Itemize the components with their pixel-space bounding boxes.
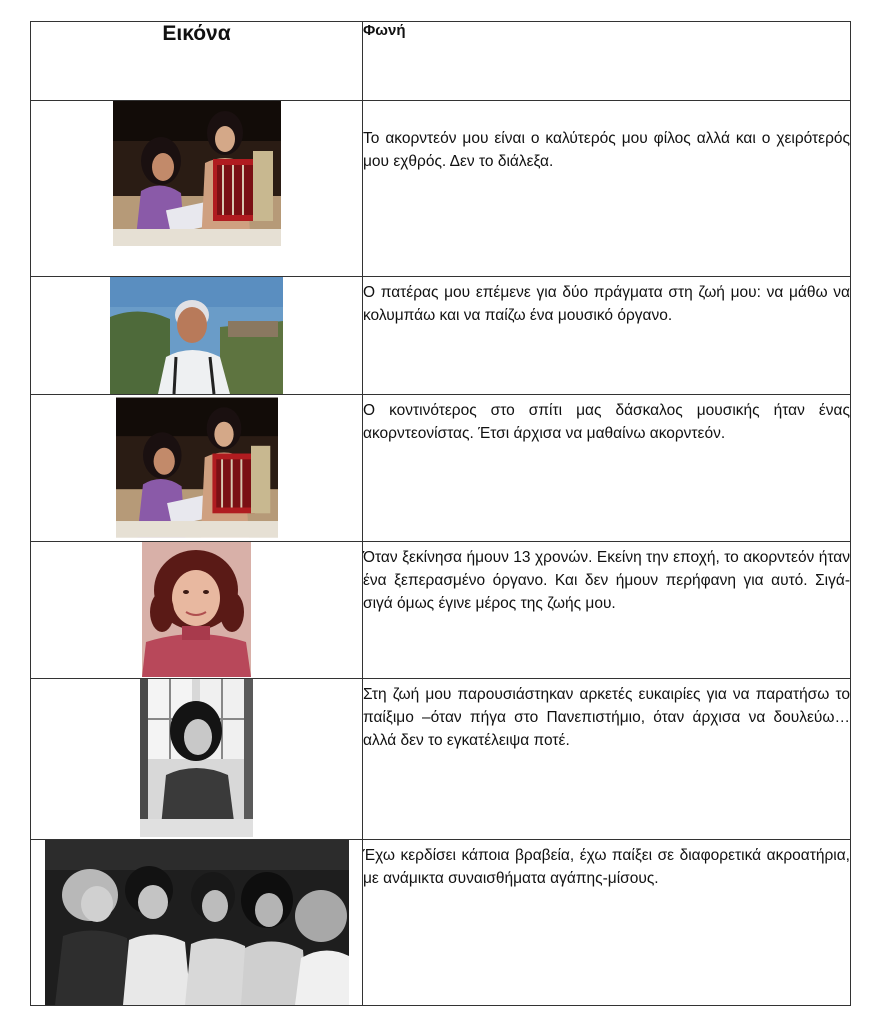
photo-cell — [31, 277, 363, 395]
photo-cell — [31, 840, 363, 1006]
table-row — [31, 395, 851, 542]
table-row — [31, 679, 851, 840]
table-row — [31, 277, 851, 395]
voice-text: Το ακορντεόν μου είναι ο καλύτερός μου φίλος αλλά και ο χειρότερός μου εχθρός. Δεν το διάλεξα. — [363, 101, 851, 277]
photo-cell — [31, 679, 363, 840]
image-column-header: Εικόνα — [31, 22, 363, 101]
photo-cell — [31, 395, 363, 542]
accordion-duo-photo — [113, 101, 281, 246]
photo-cell — [31, 101, 363, 277]
woman-by-window-photo — [140, 679, 253, 837]
story-table — [30, 21, 851, 1006]
voice-column-header: Φωνή — [363, 22, 851, 101]
voice-text: Όταν ξεκίνησα ήμουν 13 χρονών. Εκείνη την εποχή, το ακορντεόν ήταν ένα ξεπερασμένο όργανο. Και δεν ήμουν περήφανη για αυτό. Σιγά-σιγά όμως έγινε μέρος της ζωής μου. — [363, 542, 851, 679]
voice-text: Ο πατέρας μου επέμενε για δύο πράγματα στη ζωή μου: να μάθω να κολυμπάω και να παίζω ένα μουσικό όργανο. — [363, 277, 851, 395]
photo-cell — [31, 542, 363, 679]
father-portrait-photo — [110, 277, 283, 394]
voice-text: Ο κοντινότερος στο σπίτι μας δάσκαλος μουσικής ήταν ένας ακορντεονίστας. Έτσι άρχισα να μαθαίνω ακορντεόν. — [363, 395, 851, 542]
table-row — [31, 840, 851, 1006]
voice-text: Έχω κερδίσει κάποια βραβεία, έχω παίξει σε διαφορετικά ακροατήρια, με ανάμικτα συναισθήματα αγάπης-μίσους. — [363, 840, 851, 1006]
girl-portrait-photo — [142, 542, 251, 677]
table-row — [31, 101, 851, 277]
table-header-row — [31, 22, 851, 101]
group-women-photo — [45, 840, 349, 1005]
table-row — [31, 542, 851, 679]
voice-text: Στη ζωή μου παρουσιάστηκαν αρκετές ευκαιρίες για να παρατήσω το παίξιμο –όταν πήγα στο Πανεπιστήμιο, όταν άρχισα να δουλεύω… αλλά δεν το εγκατέλειψα ποτέ. — [363, 679, 851, 840]
accordion-duo-photo — [116, 395, 278, 540]
